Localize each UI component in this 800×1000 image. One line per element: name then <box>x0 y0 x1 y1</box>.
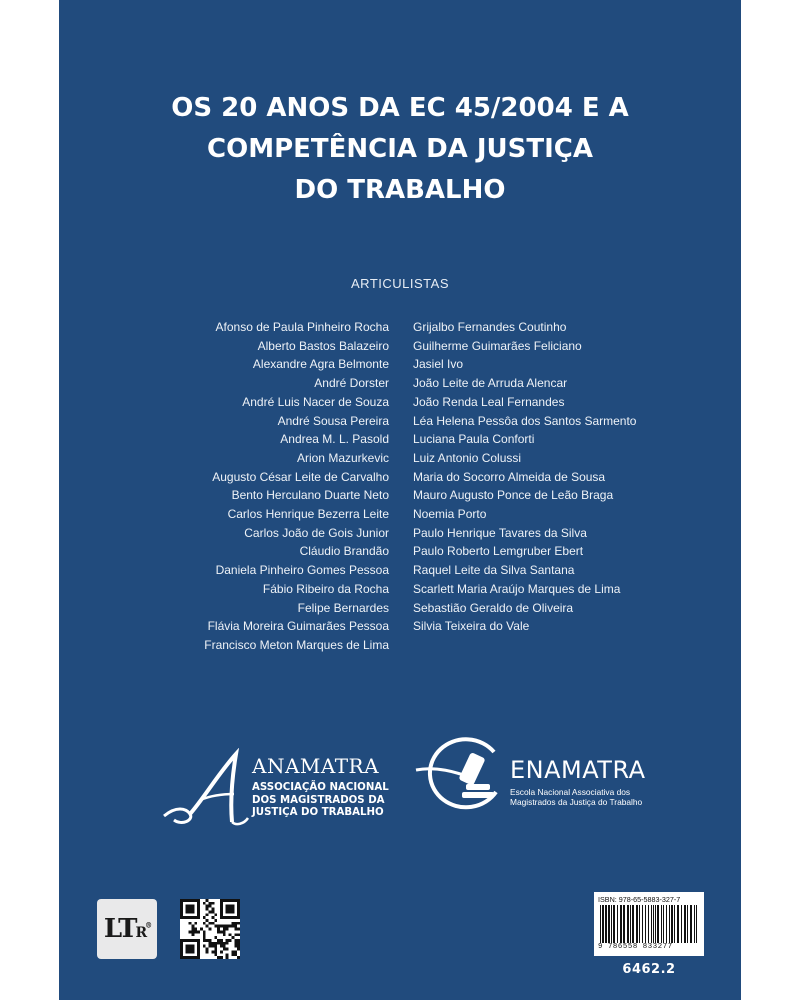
author-name: Paulo Roberto Lemgruber Ebert <box>413 544 584 559</box>
author-name: Scarlett Maria Araújo Marques de Lima <box>413 581 621 596</box>
title-line-2: COMPETÊNCIA DA JUSTIÇA <box>207 134 593 164</box>
title-line-3: DO TRABALHO <box>294 175 506 205</box>
author-name: Bento Herculano Duarte Neto <box>231 488 389 503</box>
author-name: Sebastião Geraldo de Oliveira <box>413 600 574 615</box>
anamatra-subtitle: ASSOCIAÇÃO NACIONAL DOS MAGISTRADOS DA JUSTIÇA DO TRABALHO <box>252 782 389 818</box>
enamatra-name: ENAMATRA <box>510 756 646 784</box>
author-name: André Dorster <box>314 376 389 391</box>
gavel-icon <box>406 734 506 810</box>
author-name: Paulo Henrique Tavares da Silva <box>413 525 587 540</box>
author-name: Carlos Henrique Bezerra Leite <box>227 507 389 522</box>
author-name: Carlos João de Gois Junior <box>244 525 389 540</box>
author-name: Flávia Moreira Guimarães Pessoa <box>207 619 389 634</box>
enamatra-logo <box>406 734 646 810</box>
qr-code-icon <box>180 899 240 959</box>
author-name: Maria do Socorro Almeida de Sousa <box>413 469 606 484</box>
author-name: Noemia Porto <box>413 507 487 522</box>
authors-list-right <box>413 318 636 636</box>
author-name: Andrea M. L. Pasold <box>280 432 389 447</box>
author-name: Grijalbo Fernandes Coutinho <box>413 320 567 334</box>
author-name: Augusto César Leite de Carvalho <box>212 469 389 484</box>
title-line-1: OS 20 ANOS DA EC 45/2004 E A <box>171 93 629 123</box>
author-name: Fábio Ribeiro da Rocha <box>262 581 389 596</box>
author-name: Mauro Augusto Ponce de Leão Braga <box>413 488 614 503</box>
author-name: Felipe Bernardes <box>297 600 389 615</box>
author-name: Francisco Meton Marques de Lima <box>204 637 389 652</box>
author-name: João Leite de Arruda Alencar <box>413 376 568 391</box>
author-name: Luiz Antonio Colussi <box>413 450 522 465</box>
author-name: João Renda Leal Fernandes <box>413 394 565 409</box>
author-name: Alberto Bastos Balazeiro <box>257 338 389 353</box>
publisher-name: LTR® <box>103 914 151 944</box>
isbn-label: ISBN: 978-65-5883-327-7 <box>598 895 681 904</box>
author-name: André Sousa Pereira <box>277 413 389 428</box>
ltr-logo-icon <box>97 899 157 959</box>
author-name: Arion Mazurkevic <box>296 450 389 465</box>
authors-list-left <box>204 318 389 655</box>
author-name: Guilherme Guimarães Feliciano <box>413 338 582 353</box>
anamatra-logo <box>160 748 392 828</box>
author-name: Daniela Pinheiro Gomes Pessoa <box>215 563 389 578</box>
stylized-letter-a-icon <box>160 748 252 828</box>
enamatra-subtitle: Escola Nacional Associativa dos Magistrados da Justiça do Trabalho <box>510 787 643 807</box>
anamatra-name: ANAMATRA <box>252 754 380 778</box>
author-name: Afonso de Paula Pinheiro Rocha <box>215 320 389 334</box>
author-name: Léa Helena Pessôa dos Santos Sarmento <box>413 413 637 428</box>
isbn-barcode-box <box>594 892 704 956</box>
author-name: Cláudio Brandão <box>299 544 389 559</box>
author-name: Alexandre Agra Belmonte <box>252 357 389 372</box>
product-code: 6462.2 <box>622 962 676 977</box>
author-name: Raquel Leite da Silva Santana <box>413 563 575 578</box>
author-name: Silvia Teixeira do Vale <box>413 619 530 634</box>
book-title <box>0 88 800 211</box>
barcode-icon <box>598 905 700 943</box>
authors-heading: ARTICULISTAS <box>351 276 449 291</box>
author-name: Luciana Paula Conforti <box>413 432 535 447</box>
author-name: André Luis Nacer de Souza <box>242 394 389 409</box>
isbn-barcode-digits: 9 786558 833277 <box>598 943 673 951</box>
author-name: Jasiel Ivo <box>413 357 464 372</box>
